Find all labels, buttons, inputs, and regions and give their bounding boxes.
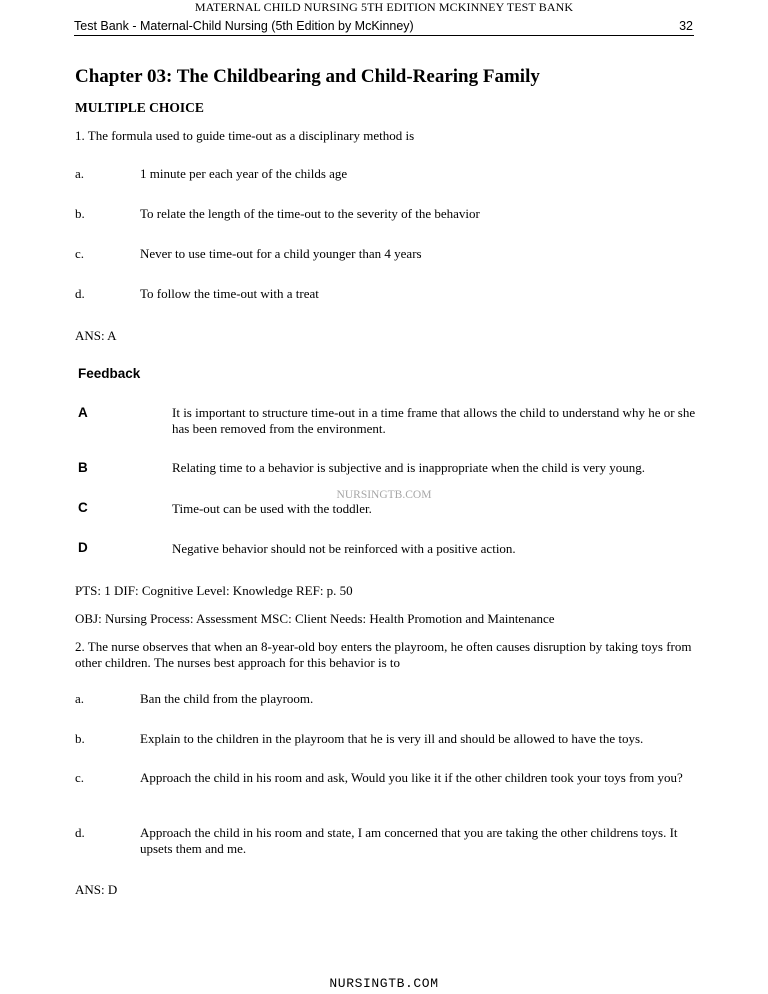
q1-option-c-text: Never to use time-out for a child younger than 4 years	[140, 246, 422, 261]
feedback-title: Feedback	[78, 366, 141, 381]
section-title: MULTIPLE CHOICE	[75, 100, 204, 115]
running-header-title: Test Bank - Maternal-Child Nursing (5th Edition by McKinney)	[74, 19, 414, 33]
q2-option-c-letter: c.	[75, 770, 85, 785]
q1-obj-line: OBJ: Nursing Process: Assessment MSC: Client Needs: Health Promotion and Maintenance	[75, 611, 555, 626]
question-2-stem: 2. The nurse observes that when an 8-year-old boy enters the playroom, he often causes disruption by taking toys from other children. The nurses best approach for this behavior is to	[75, 639, 692, 670]
feedback-a-letter: A	[78, 405, 88, 420]
q2-option-b-letter: b.	[75, 731, 85, 746]
q1-option-b-letter: b.	[75, 206, 85, 221]
watermark: NURSINGTB.COM	[336, 489, 432, 501]
q2-answer: ANS: D	[75, 882, 118, 897]
q1-option-c-letter: c.	[75, 246, 85, 261]
header-rule	[74, 35, 694, 36]
feedback-b-letter: B	[78, 460, 88, 475]
feedback-d-text: Negative behavior should not be reinforced with a positive action.	[172, 541, 516, 556]
q2-option-d-letter: d.	[75, 825, 85, 840]
q1-answer: ANS: A	[75, 328, 117, 343]
q1-option-a-text: 1 minute per each year of the childs age	[140, 166, 348, 181]
footer-watermark: NURSINGTB.COM	[329, 976, 439, 991]
q1-option-b-text: To relate the length of the time-out to the severity of the behavior	[140, 206, 480, 221]
feedback-b-text: Relating time to a behavior is subjective and is inappropriate when the child is very young.	[172, 460, 645, 475]
q2-option-a-letter: a.	[75, 691, 85, 706]
top-banner: MATERNAL CHILD NURSING 5TH EDITION MCKINNEY TEST BANK	[194, 0, 574, 14]
chapter-title: Chapter 03: The Childbearing and Child-Rearing Family	[75, 66, 540, 87]
q2-option-b-text: Explain to the children in the playroom that he is very ill and should be allowed to have the toys.	[140, 731, 644, 746]
feedback-a-text: It is important to structure time-out in a time frame that allows the child to understand why he or she has been removed from the environment.	[172, 405, 696, 436]
q1-option-a-letter: a.	[75, 166, 85, 181]
feedback-c-letter: C	[78, 500, 88, 515]
q1-pts-line: PTS: 1 DIF: Cognitive Level: Knowledge REF: p. 50	[75, 583, 353, 598]
page-number: 32	[679, 19, 693, 33]
q2-option-a-text: Ban the child from the playroom.	[140, 691, 314, 706]
q2-option-d-text: Approach the child in his room and state, I am concerned that you are taking the other childrens toys. It upsets them and me.	[140, 825, 678, 856]
question-1-stem: 1. The formula used to guide time-out as a disciplinary method is	[75, 128, 415, 143]
q2-option-c-text: Approach the child in his room and ask, Would you like it if the other children took your toys from you?	[140, 770, 683, 785]
q1-option-d-letter: d.	[75, 286, 85, 301]
feedback-d-letter: D	[78, 540, 88, 555]
q1-option-d-text: To follow the time-out with a treat	[140, 286, 319, 301]
feedback-c-text: Time-out can be used with the toddler.	[172, 501, 372, 516]
